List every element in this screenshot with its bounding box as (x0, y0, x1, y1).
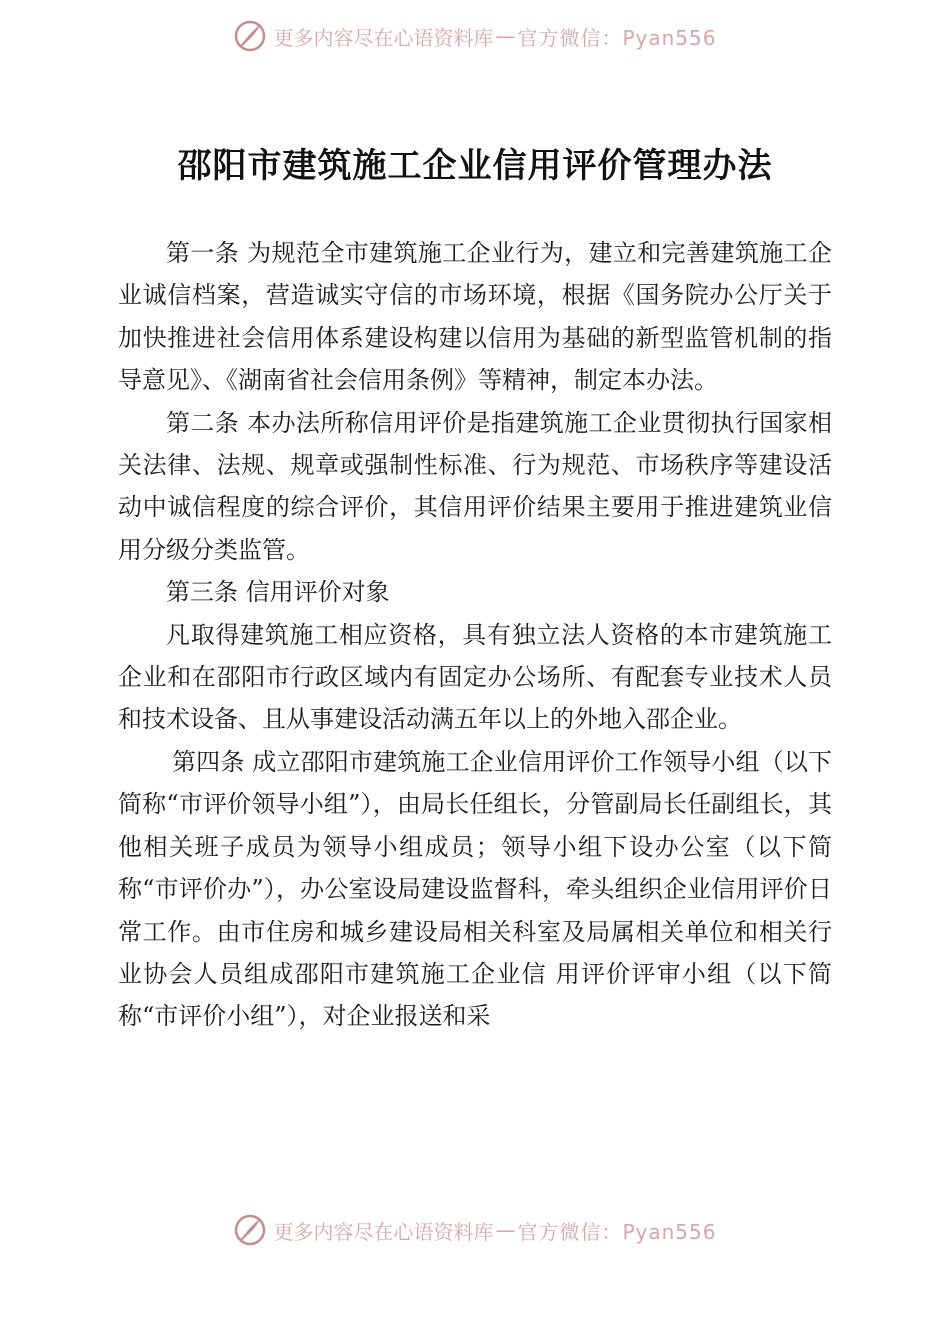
article-3-heading: 第三条 信用评价对象 (166, 578, 390, 607)
article-2-paragraph: 第二条 本办法所称信用评价是指建筑施工企业贯彻执行国家相关法律、法规、规章或强制性标准、行为规范、市场秩序等建设活动中诚信程度的综合评价，其信用评价结果主要用于推进建筑业信用分级分类监管。 (118, 408, 832, 564)
watermark-wechat-text: 官方微信：Pyan556 (517, 1219, 717, 1244)
watermark-separator: — (495, 24, 516, 48)
header-watermark (0, 16, 950, 56)
footer-watermark (0, 1210, 950, 1250)
watermark-site-text: 更多内容尽在心语资料库 (273, 1219, 494, 1244)
quill-ink-icon (233, 19, 267, 53)
article-1-paragraph: 第一条 为规范全市建筑施工企业行为，建立和完善建筑施工企业诚信档案，营造诚实守信的市场环境，根据《国务院办公厅关于加快推进社会信用体系建设构建以信用为基础的新型监管机制的指导意见》、《湖南省社会信用条例》等精神，制定本办法。 (118, 239, 832, 395)
document-title: 邵阳市建筑施工企业信用评价管理办法 (177, 146, 773, 186)
quill-ink-icon (233, 1213, 267, 1247)
watermark-separator: — (495, 1218, 516, 1242)
watermark-wechat-text: 官方微信：Pyan556 (517, 25, 717, 50)
article-3-paragraph: 凡取得建筑施工相应资格，具有独立法人资格的本市建筑施工企业和在邵阳市行政区域内有固定办公场所、有配套专业技术人员和技术设备、且从事建设活动满五年以上的外地入邵企业。 (118, 620, 832, 734)
document-body (118, 232, 832, 1038)
watermark-site-text: 更多内容尽在心语资料库 (273, 25, 494, 50)
article-4-paragraph: 第四条 成立邵阳市建筑施工企业信用评价工作领导小组（以下简称“市评价领导小组”），由局长任组长，分管副局长任副组长，其他相关班子成员为领导小组成员；领导小组下设办公室（以下简称“市评价办”），办公室设局建设监督科，牵头组织企业信用评价日常工作。由市住房和城乡建设局相关科室及局属相关单位和相关行业协会人员组成邵阳市建筑施工企业信 用评价评审小组（以下简称“市评价小组”），对企业报送和采 (118, 747, 832, 1031)
